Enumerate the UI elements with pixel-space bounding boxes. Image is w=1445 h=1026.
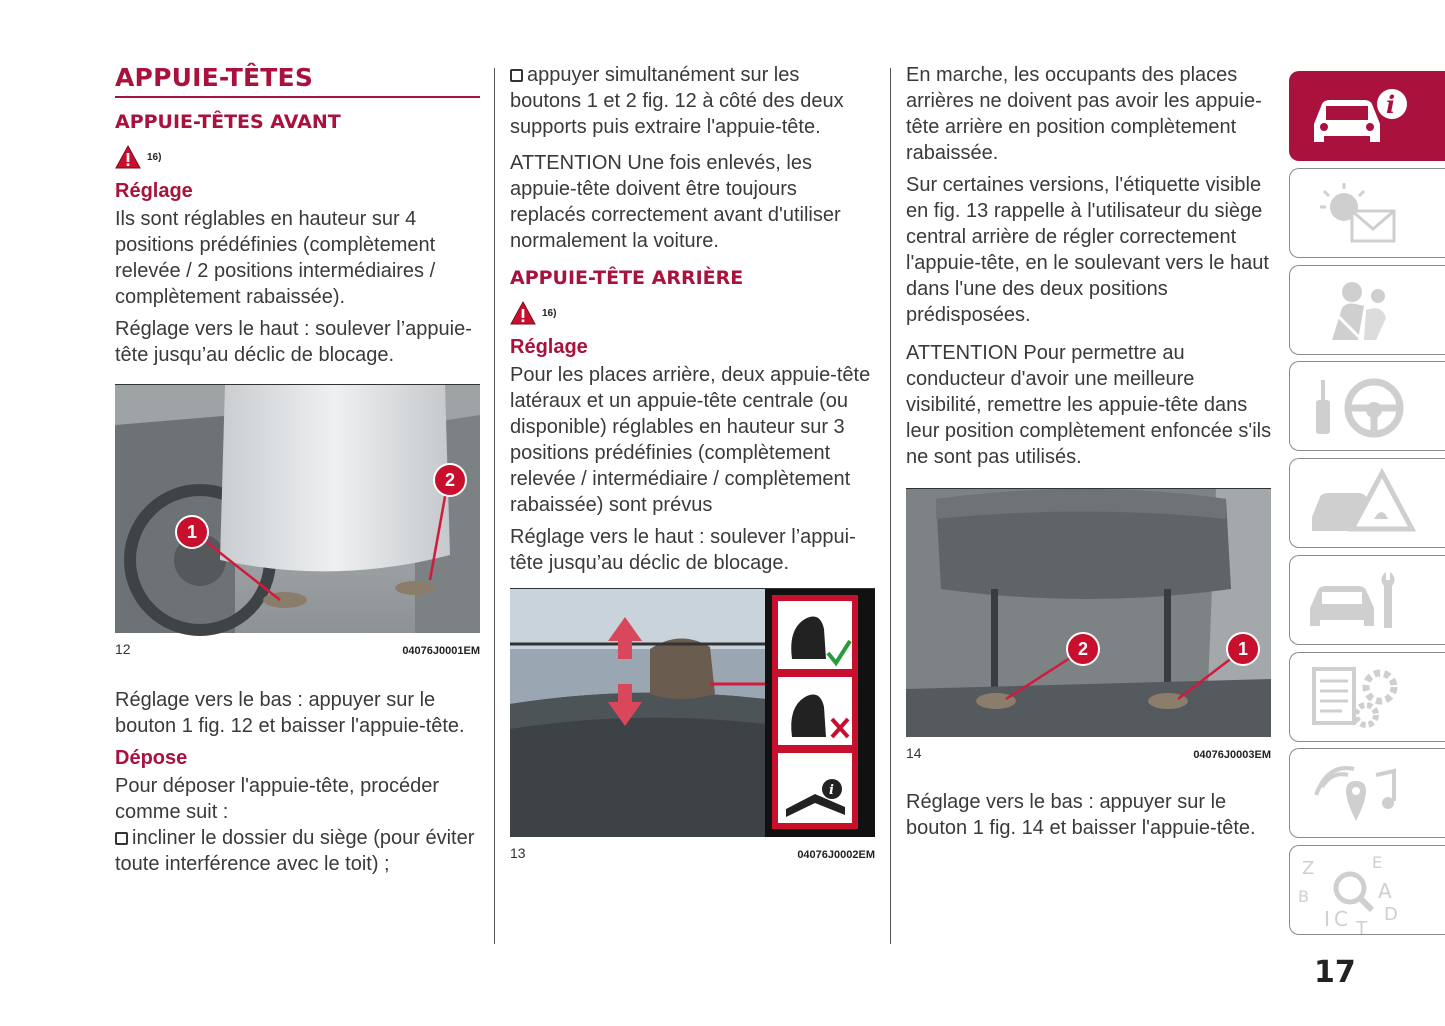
figure-14: [906, 488, 1271, 765]
tab-index[interactable]: [1289, 845, 1445, 939]
paragraph: Réglage vers le haut : soulever l’appui-tête jusqu’au déclic de blocage.: [510, 526, 856, 574]
column-divider: [494, 68, 495, 944]
figure-code: 04076J0001EM: [402, 645, 480, 657]
bullet-item: [510, 62, 876, 140]
figure-caption: [115, 641, 480, 661]
starting-driving-icon: [1302, 370, 1422, 442]
tab-maintenance[interactable]: [1289, 555, 1445, 645]
figure-image: [510, 588, 875, 837]
page-title: APPUIE-TÊTES: [115, 62, 480, 98]
svg-text:i: i: [1386, 90, 1396, 119]
figure-13: [510, 588, 875, 865]
column-divider: [890, 68, 891, 944]
warning-triangle-icon: [510, 301, 536, 325]
index-icon: [1298, 853, 1422, 939]
paragraph: ATTENTION Pour permettre au conducteur d'avoir une meilleure visibilité, remettre les appuie-tête dans leur position complètement enfoncée s'ils ne sont pas utilisés.: [906, 342, 1272, 468]
bullet-text: incliner le dossier du siège (pour éviter toute interférence avec le toit) ;: [115, 827, 475, 875]
tab-technical-data[interactable]: [1289, 652, 1445, 742]
callout-2: 2: [1066, 632, 1100, 666]
figure-number: 12: [115, 641, 131, 657]
warning-triangle-icon: [115, 145, 141, 169]
callout-1: 1: [175, 515, 209, 549]
section-heading: Réglage: [115, 180, 193, 202]
paragraph: Sur certaines versions, l'étiquette visible en fig. 13 rappelle à l'utilisateur du siège central arrière de régler correctement l'appuie-tête, en le soulevant vers le haut dans l'une des deux positions prédisposées.: [906, 174, 1269, 326]
tab-emergency[interactable]: [1289, 458, 1445, 548]
tab-safety[interactable]: [1289, 265, 1445, 355]
technical-data-icon: [1302, 661, 1422, 733]
checkbox-bullet-icon: [115, 832, 128, 845]
callout-1: 1: [1226, 632, 1260, 666]
column-2: [510, 62, 876, 865]
svg-text:Z: Z: [1302, 858, 1315, 879]
warning-number: 16): [147, 151, 162, 163]
section-subtitle: APPUIE-TÊTES AVANT: [115, 111, 341, 133]
paragraph: En marche, les occupants des places arrières ne doivent pas avoir les appuie-tête arrière en position complètement rabaissée.: [906, 64, 1262, 164]
callout-2: 2: [433, 463, 467, 497]
tab-starting-driving[interactable]: [1289, 361, 1445, 451]
figure-caption: [510, 845, 875, 865]
warning-reference: [510, 298, 876, 328]
section-subtitle: APPUIE-TÊTE ARRIÈRE: [510, 267, 744, 289]
svg-text:I: I: [1324, 907, 1330, 931]
column-3: [906, 62, 1272, 847]
paragraph: ATTENTION Une fois enlevés, les appuie-tête doivent être toujours replacés correctement avant d'utiliser normalement la voiture.: [510, 152, 841, 252]
multimedia-icon: [1302, 757, 1422, 829]
figure-image: [906, 488, 1271, 737]
maintenance-icon: [1302, 564, 1422, 636]
paragraph: Réglage vers le bas : appuyer sur le bouton 1 fig. 14 et baisser l'appuie-tête.: [906, 791, 1256, 839]
figure-12: [115, 384, 480, 661]
figure-code: 04076J0003EM: [1193, 749, 1271, 761]
bullet-text: appuyer simultanément sur les boutons 1 et 2 fig. 12 à côté des deux supports puis extraire l'appuie-tête.: [510, 64, 844, 138]
car-info-icon: [1302, 80, 1422, 152]
column-1: [115, 62, 480, 883]
paragraph: Pour les places arrière, deux appuie-tête latéraux et un appuie-tête centrale (ou disponible) réglables en hauteur sur 3 positions prédéfinies (complètement relevée / intermédiaire / complètement rabaissée) sont prévus: [510, 364, 871, 516]
figure-number: 13: [510, 845, 526, 861]
paragraph: Réglage vers le haut : soulever l’appuie-tête jusqu’au déclic de blocage.: [115, 318, 472, 366]
bullet-item: [115, 825, 480, 877]
paragraph: Pour déposer l'appuie-tête, procéder comme suit :: [115, 775, 440, 823]
figure-code: 04076J0002EM: [797, 849, 875, 861]
svg-text:A: A: [1378, 879, 1392, 903]
svg-text:B: B: [1298, 887, 1309, 906]
figure-number: 14: [906, 745, 922, 761]
dashboard-lights-icon: [1302, 177, 1422, 249]
svg-text:E: E: [1372, 853, 1383, 872]
section-heading: Dépose: [115, 747, 188, 769]
svg-text:i: i: [829, 783, 834, 798]
tab-multimedia[interactable]: [1289, 748, 1445, 838]
warning-number: 16): [542, 307, 557, 319]
paragraph: Réglage vers le bas : appuyer sur le bouton 1 fig. 12 et baisser l'appuie-tête.: [115, 689, 465, 737]
section-heading: Réglage: [510, 336, 588, 358]
safety-airbag-icon: [1302, 274, 1422, 346]
checkbox-bullet-icon: [510, 69, 523, 82]
page-number: 17: [1314, 955, 1356, 990]
svg-text:T: T: [1356, 918, 1367, 939]
figure-image: [115, 384, 480, 633]
tab-dashboard-lights[interactable]: [1289, 168, 1445, 258]
emergency-icon: [1302, 467, 1422, 539]
figure-caption: [906, 745, 1271, 765]
svg-text:D: D: [1384, 904, 1398, 925]
paragraph: Ils sont réglables en hauteur sur 4 positions prédéfinies (complètement relevée / 2 positions intermédiaires / complètement rabaissée).: [115, 208, 436, 308]
tab-car-info[interactable]: [1289, 71, 1445, 161]
warning-reference: [115, 142, 480, 172]
svg-text:C: C: [1334, 907, 1348, 931]
